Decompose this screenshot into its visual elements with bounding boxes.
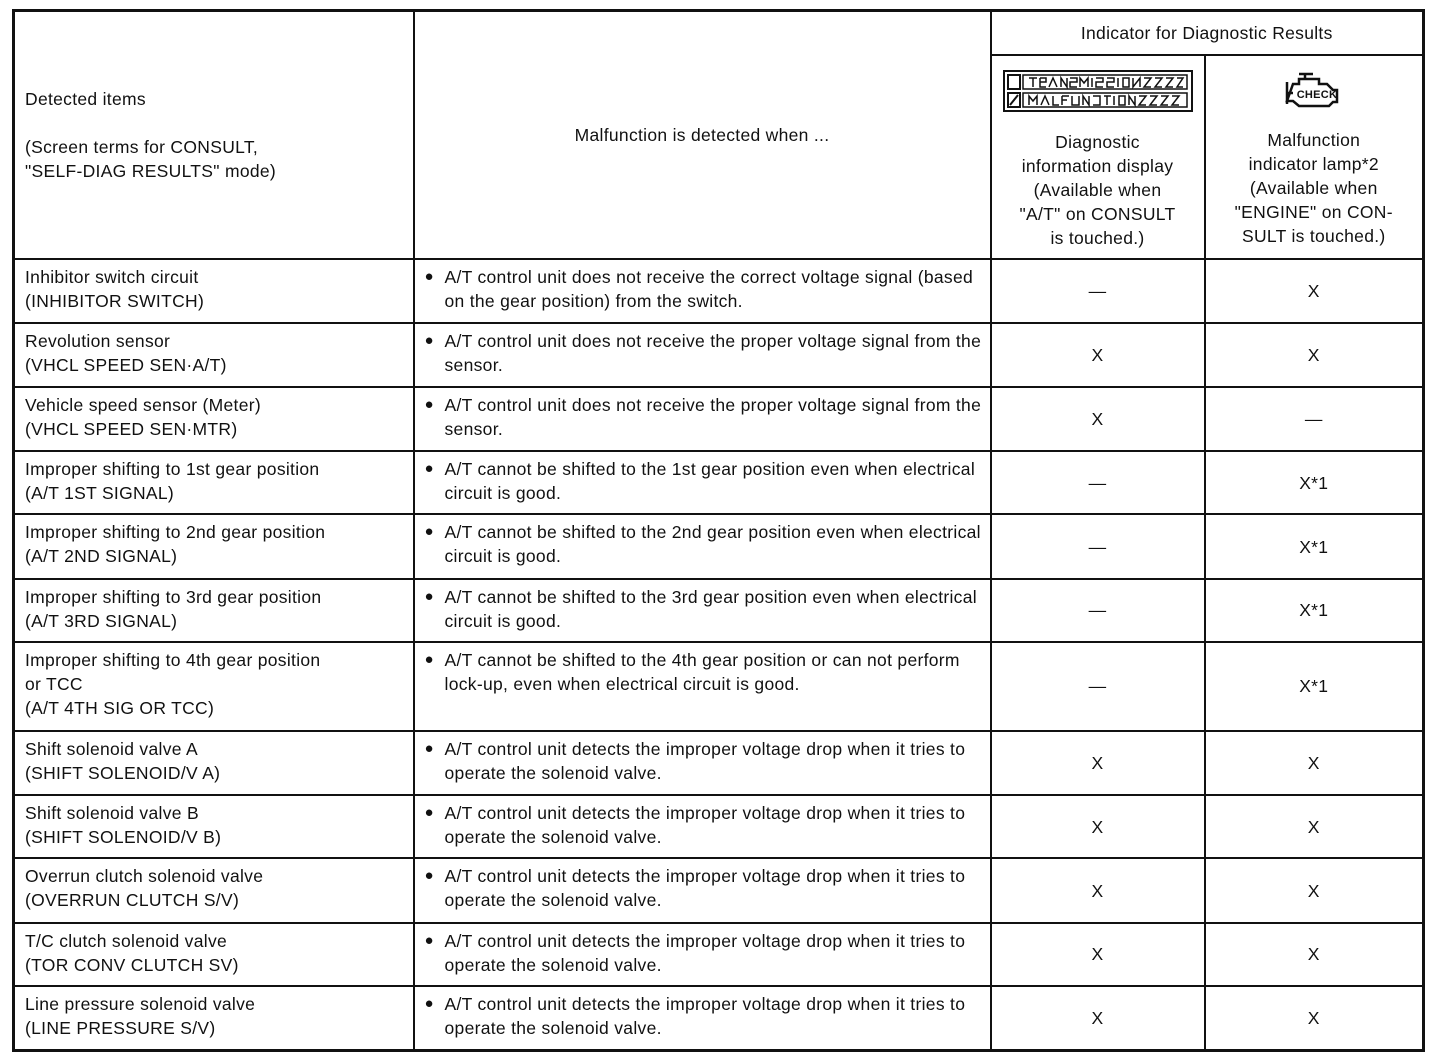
condition-text: A/T control unit does not receive the correct voltage signal (based on the gear position) from the switch.: [444, 267, 974, 311]
check-engine-graphic: [1279, 70, 1349, 112]
bullet-icon: ●: [424, 867, 434, 885]
bullet-icon: ●: [424, 804, 434, 822]
diagnostic-display-mark: X: [991, 323, 1205, 386]
diagnostic-display-mark: X: [991, 731, 1205, 795]
condition-text: A/T control unit does not receive the proper voltage signal from the sensor.: [444, 331, 982, 376]
malfunction-condition: [414, 451, 991, 514]
table-row: [14, 514, 1424, 578]
mil-mark: X: [1205, 259, 1424, 323]
bullet-icon: ●: [424, 523, 434, 541]
mil-label: Malfunction indicator lamp*2 (Available when "ENGINE" on CON- SULT is touched.): [1234, 130, 1393, 246]
diagnostic-display-mark: —: [991, 642, 1205, 731]
detected-item: Improper shifting to 4th gear position or TCC (A/T 4TH SIG OR TCC): [14, 642, 414, 731]
detected-item: Improper shifting to 2nd gear position (A/T 2ND SIGNAL): [14, 514, 414, 578]
malfunction-condition: [414, 986, 991, 1050]
malfunction-condition: [414, 642, 991, 731]
diagnostic-display-mark: X: [991, 387, 1205, 451]
table-row: [14, 579, 1424, 642]
table-row: [14, 986, 1424, 1050]
detected-item: Improper shifting to 3rd gear position (A/T 3RD SIGNAL): [14, 579, 414, 642]
table-row: [14, 642, 1424, 731]
mil-mark: X: [1205, 923, 1424, 986]
bullet-icon: ●: [424, 395, 434, 413]
detected-item: Line pressure solenoid valve (LINE PRESSURE S/V): [14, 986, 414, 1050]
mil-header: [1205, 55, 1424, 259]
detected-item: Vehicle speed sensor (Meter) (VHCL SPEED SEN·MTR): [14, 387, 414, 451]
condition-text: A/T control unit detects the improper voltage drop when it tries to operate the solenoid valve.: [444, 866, 966, 911]
condition-text: A/T cannot be shifted to the 1st gear position even when electrical circuit is good.: [444, 459, 976, 504]
malfunction-condition: [414, 731, 991, 795]
malfunction-condition: [414, 923, 991, 986]
detected-item: Inhibitor switch circuit (INHIBITOR SWITCH): [14, 259, 414, 323]
diagnostic-display-label: Diagnostic information display (Available when "A/T" on CONSULT is touched.): [1019, 132, 1176, 248]
svg-text:CHECK: CHECK: [1296, 89, 1338, 101]
condition-text: A/T cannot be shifted to the 2nd gear position even when electrical circuit is good.: [444, 522, 981, 567]
bullet-icon: ●: [424, 651, 434, 669]
detected-item: Improper shifting to 1st gear position (A/T 1ST SIGNAL): [14, 451, 414, 514]
condition-text: A/T control unit detects the improper voltage drop when it tries to operate the solenoid valve.: [444, 994, 966, 1039]
mil-mark: X: [1205, 795, 1424, 858]
condition-text: A/T control unit detects the improper voltage drop when it tries to operate the solenoid valve.: [444, 738, 966, 783]
detected-item: Overrun clutch solenoid valve (OVERRUN CLUTCH S/V): [14, 858, 414, 922]
table-row: [14, 451, 1424, 514]
mil-mark: X*1: [1205, 579, 1424, 642]
mil-mark: X: [1205, 858, 1424, 922]
detected-item: T/C clutch solenoid valve (TOR CONV CLUTCH SV): [14, 923, 414, 986]
mil-mark: X: [1205, 323, 1424, 386]
diagnostic-display-mark: —: [991, 579, 1205, 642]
malfunction-condition: [414, 514, 991, 578]
check-engine-icon: [1279, 70, 1349, 118]
bullet-icon: ●: [424, 995, 434, 1013]
diagnostic-display-mark: X: [991, 858, 1205, 922]
table-row: [14, 923, 1424, 986]
mil-mark: X*1: [1205, 514, 1424, 578]
mil-mark: X: [1205, 731, 1424, 795]
screen-terms-note: (Screen terms for CONSULT, "SELF-DIAG RESULTS" mode): [25, 137, 277, 181]
bullet-icon: ●: [424, 931, 434, 949]
diagnostic-results-table: [12, 9, 1425, 1052]
bullet-icon: ●: [424, 460, 434, 478]
mil-mark: X*1: [1205, 642, 1424, 731]
table-row: [14, 795, 1424, 858]
diagnostic-display-mark: —: [991, 514, 1205, 578]
diagnostic-display-mark: —: [991, 451, 1205, 514]
diagnostic-display-header: [991, 55, 1205, 259]
malfunction-condition: [414, 323, 991, 386]
condition-text: A/T cannot be shifted to the 3rd gear position even when electrical circuit is good.: [444, 586, 977, 631]
malfunction-condition: [414, 579, 991, 642]
condition-text: A/T control unit does not receive the proper voltage signal from the sensor.: [444, 394, 982, 439]
table-row: [14, 731, 1424, 795]
condition-text: A/T control unit detects the improper voltage drop when it tries to operate the solenoid valve.: [444, 930, 966, 975]
detected-item: Shift solenoid valve B (SHIFT SOLENOID/V B): [14, 795, 414, 858]
bullet-icon: ●: [424, 587, 434, 605]
table-row: [14, 259, 1424, 323]
detected-item: Revolution sensor (VHCL SPEED SEN·A/T): [14, 323, 414, 386]
malfunction-condition: [414, 259, 991, 323]
diagnostic-display-mark: X: [991, 986, 1205, 1050]
diagnostic-display-mark: —: [991, 259, 1205, 323]
detected-item: Shift solenoid valve A (SHIFT SOLENOID/V A): [14, 731, 414, 795]
mil-mark: —: [1205, 387, 1424, 451]
indicator-header: Indicator for Diagnostic Results: [991, 11, 1424, 56]
malfunction-condition: [414, 858, 991, 922]
malfunction-condition: [414, 795, 991, 858]
mil-mark: X: [1205, 986, 1424, 1050]
malfunction-condition: [414, 387, 991, 451]
table-row: [14, 387, 1424, 451]
bullet-icon: ●: [424, 332, 434, 350]
table-row: [14, 858, 1424, 922]
diagnostic-display-mark: X: [991, 923, 1205, 986]
condition-text: A/T cannot be shifted to the 4th gear position or can not perform lock-up, even when electrical circuit is good.: [444, 650, 960, 695]
transmission-malfunction-graphic: [1003, 70, 1193, 112]
condition-text: A/T control unit detects the improper voltage drop when it tries to operate the solenoid valve.: [444, 803, 966, 848]
malfunction-detected-header: Malfunction is detected when ...: [414, 11, 991, 260]
diagnostic-display-mark: X: [991, 795, 1205, 858]
bullet-icon: ●: [424, 739, 434, 757]
table-row: [14, 323, 1424, 386]
detected-items-header: [14, 11, 414, 260]
mil-mark: X*1: [1205, 451, 1424, 514]
transmission-malfunction-icon: [1003, 70, 1193, 118]
diagnostic-rows: [14, 259, 1424, 1051]
bullet-icon: ●: [424, 268, 434, 285]
detected-items-title: Detected items: [25, 89, 146, 109]
